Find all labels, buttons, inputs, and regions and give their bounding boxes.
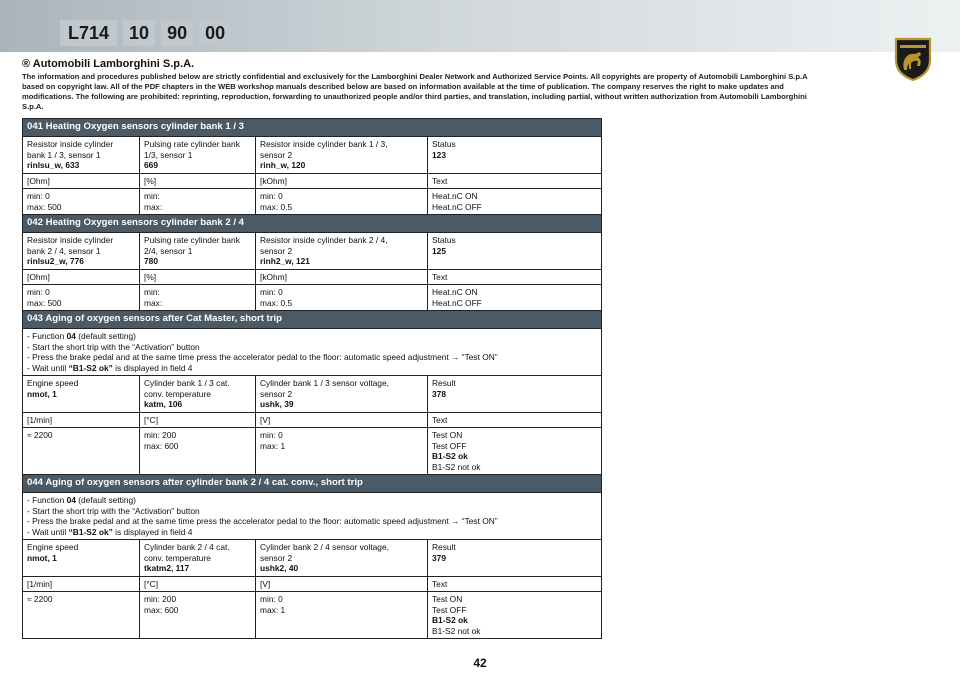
field-3-header: Cylinder bank 2 / 4 sensor voltage, sensor 2 ushk2, 40 xyxy=(256,540,428,577)
field-4-header: Status 125 xyxy=(428,233,602,270)
copyright-notice xyxy=(22,58,828,112)
table-row xyxy=(23,137,602,174)
unit-cell: [kOhm] xyxy=(256,269,428,285)
range-cell: ≈ 2200 xyxy=(23,428,140,475)
field-1-header: Engine speed nmot, 1 xyxy=(23,376,140,413)
unit-cell: [%] xyxy=(140,269,256,285)
unit-cell: [1/min] xyxy=(23,412,140,428)
units-row xyxy=(23,412,602,428)
lamborghini-shield-logo xyxy=(893,36,933,82)
range-row xyxy=(23,428,602,475)
range-cell: min: 0 max: 1 xyxy=(256,428,428,475)
range-cell: min: 0 max: 500 xyxy=(23,285,140,311)
field-4-header: Result 378 xyxy=(428,376,602,413)
unit-cell: Text xyxy=(428,576,602,592)
range-cell: min: 200 max: 600 xyxy=(140,428,256,475)
section-title-044: 044 Aging of oxygen sensors after cylinder bank 2 / 4 cat. conv., short trip xyxy=(23,475,602,493)
unit-cell: Text xyxy=(428,173,602,189)
range-cell: Test ON Test OFF B1-S2 ok B1-S2 not ok xyxy=(428,428,602,475)
page-number: 42 xyxy=(473,656,487,670)
code-group: 10 xyxy=(123,20,155,46)
range-cell: min: 0 max: 500 xyxy=(23,189,140,215)
field-4-header: Result 379 xyxy=(428,540,602,577)
range-row xyxy=(23,285,602,311)
range-cell: min: 0 max: 0.5 xyxy=(256,285,428,311)
section-title-043: 043 Aging of oxygen sensors after Cat Master, short trip xyxy=(23,311,602,329)
unit-cell: Text xyxy=(428,412,602,428)
range-row xyxy=(23,592,602,639)
document-code xyxy=(60,20,237,46)
unit-cell: Text xyxy=(428,269,602,285)
field-3-header: Resistor inside cylinder bank 1 / 3, sensor 2 rinh_w, 120 xyxy=(256,137,428,174)
field-2-header: Cylinder bank 1 / 3 cat. conv. temperature katm, 106 xyxy=(140,376,256,413)
instructions: - Function 04 (default setting) - Start the short trip with the “Activation” button - Press the brake pedal and at the same time press the accelerator pedal to the floor: automatic speed adjustment → “Test ON” - Wait until “B1-S2 ok” is displayed in field 4 xyxy=(23,329,602,376)
field-4-header: Status 123 xyxy=(428,137,602,174)
range-cell: min: 0 max: 1 xyxy=(256,592,428,639)
code-subgroup: 90 xyxy=(161,20,193,46)
code-model: L714 xyxy=(60,20,117,46)
range-cell: min: 200 max: 600 xyxy=(140,592,256,639)
field-1-header: Resistor inside cylinder bank 1 / 3, sensor 1 rinlsu_w, 633 xyxy=(23,137,140,174)
unit-cell: [°C] xyxy=(140,412,256,428)
range-cell: min: 0 max: 0.5 xyxy=(256,189,428,215)
measuring-value-table xyxy=(22,118,601,639)
range-row xyxy=(23,189,602,215)
unit-cell: [kOhm] xyxy=(256,173,428,189)
unit-cell: [°C] xyxy=(140,576,256,592)
field-2-header: Cylinder bank 2 / 4 cat. conv. temperature tkatm2, 117 xyxy=(140,540,256,577)
units-row xyxy=(23,173,602,189)
unit-cell: [Ohm] xyxy=(23,173,140,189)
range-cell: ≈ 2200 xyxy=(23,592,140,639)
units-row xyxy=(23,576,602,592)
field-1-header: Resistor inside cylinder bank 2 / 4, sensor 1 rinlsu2_w, 776 xyxy=(23,233,140,270)
section-title-042: 042 Heating Oxygen sensors cylinder bank 2 / 4 xyxy=(23,215,602,233)
unit-cell: [V] xyxy=(256,576,428,592)
field-1-header: Engine speed nmot, 1 xyxy=(23,540,140,577)
range-cell: Test ON Test OFF B1-S2 ok B1-S2 not ok xyxy=(428,592,602,639)
unit-cell: [%] xyxy=(140,173,256,189)
range-cell: min: max: xyxy=(140,285,256,311)
unit-cell: [Ohm] xyxy=(23,269,140,285)
table-row xyxy=(23,233,602,270)
copyright-text: The information and procedures published below are strictly confidential and exclusively for the Lamborghini Dealer Network and Authorized Service Points. All copyrights are property of Automobili Lamborghini S.p.A based on copyright law. All of the PDF chapters in the WEB workshop manuals described below are based on information available at the time of publication. The company reserves the right to make updates and modifications. The following are prohibited: reprinting, reproduction, forwarding to unauthorized people and/or third parties, and translation, including partial, without written authorization from Automobili Lamborghini S.p.A. xyxy=(22,72,808,111)
field-3-header: Resistor inside cylinder bank 2 / 4, sensor 2 rinh2_w, 121 xyxy=(256,233,428,270)
field-2-header: Pulsing rate cylinder bank 2/4, sensor 1 780 xyxy=(140,233,256,270)
brand-name: ® Automobili Lamborghini S.p.A. xyxy=(22,58,195,70)
range-cell: Heat.nC ON Heat.nC OFF xyxy=(428,285,602,311)
range-cell: Heat.nC ON Heat.nC OFF xyxy=(428,189,602,215)
code-revision: 00 xyxy=(199,20,231,46)
units-row xyxy=(23,269,602,285)
table-row xyxy=(23,540,602,577)
field-2-header: Pulsing rate cylinder bank 1/3, sensor 1 669 xyxy=(140,137,256,174)
instruction-row xyxy=(23,329,602,376)
table-row xyxy=(23,376,602,413)
range-cell: min: max: xyxy=(140,189,256,215)
unit-cell: [1/min] xyxy=(23,576,140,592)
section-title-041: 041 Heating Oxygen sensors cylinder bank 1 / 3 xyxy=(23,119,602,137)
field-3-header: Cylinder bank 1 / 3 sensor voltage, sensor 2 ushk, 39 xyxy=(256,376,428,413)
unit-cell: [V] xyxy=(256,412,428,428)
instruction-row xyxy=(23,493,602,540)
instructions: - Function 04 (default setting) - Start the short trip with the “Activation” button - Press the brake pedal and at the same time press the accelerator pedal to the floor: automatic speed adjustment → “Test ON” - Wait until “B1-S2 ok” is displayed in field 4 xyxy=(23,493,602,540)
